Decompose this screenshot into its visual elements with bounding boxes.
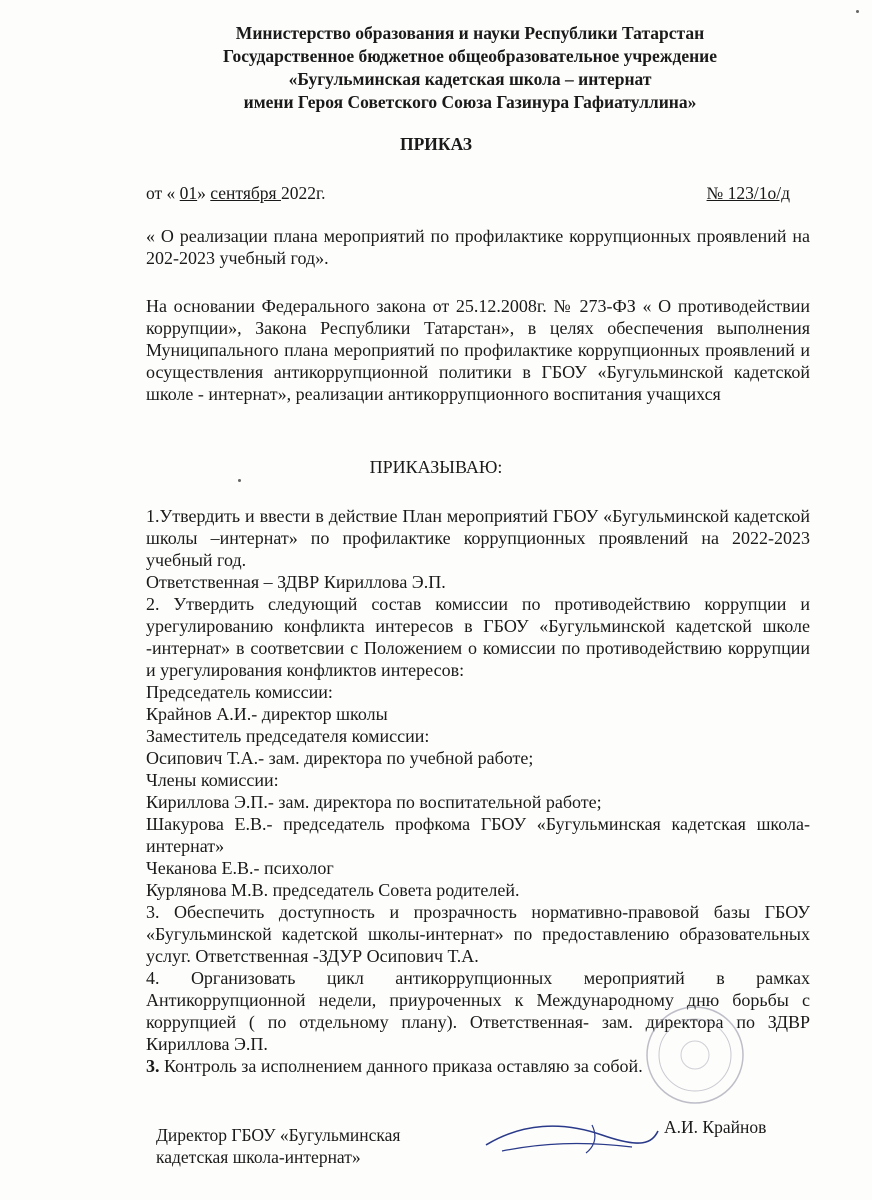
item-1-responsible: Ответственная – ЗДВР Кириллова Э.П. bbox=[146, 572, 446, 592]
preamble-text: На основании Федерального закона от 25.12.2008г. № 273-ФЗ « О противодействии коррупции», Закона Республики Татарстан», в целях обеспечения выполнения Муниципального плана мероприятий по профилактике коррупционных проявлений и осуществления антикоррупционной политики в ГБОУ «Бугульминской кадетской школе - интернат», реализации антикоррупционного воспитания учащихся bbox=[146, 296, 810, 404]
item-5-number: 3. bbox=[146, 1056, 160, 1076]
seal-stamp-icon bbox=[640, 1000, 750, 1110]
date-prefix: от « bbox=[146, 183, 180, 203]
members-label: Члены комиссии: bbox=[146, 770, 279, 790]
header-line-named-after: имени Героя Советского Союза Газинура Гафиатуллина» bbox=[243, 92, 697, 112]
order-date bbox=[146, 183, 326, 204]
order-items bbox=[146, 505, 810, 1077]
orders-heading: ПРИКАЗЫВАЮ: bbox=[369, 457, 503, 477]
header-line-school-name: «Бугульминская кадетская школа – интернат bbox=[288, 69, 652, 89]
signatory-position-line-2: кадетская школа-интернат» bbox=[156, 1147, 361, 1167]
date-year: 2022г. bbox=[280, 183, 326, 203]
dateline bbox=[146, 183, 790, 204]
scan-speck bbox=[856, 10, 859, 13]
handwritten-signature-icon bbox=[482, 1113, 662, 1163]
header-line-institution-type: Государственное бюджетное общеобразовательное учреждение bbox=[222, 46, 718, 66]
signatory-position bbox=[156, 1124, 400, 1168]
org-header bbox=[120, 22, 820, 114]
deputy: Осипович Т.А.- зам. директора по учебной работе; bbox=[146, 748, 534, 768]
item-1: 1.Утвердить и ввести в действие План мероприятий ГБОУ «Бугульминской кадетской школы –интернат» по профилактике коррупционных проявлений на 2022-2023 учебный год. bbox=[146, 506, 810, 570]
member-1: Кириллова Э.П.- зам. директора по воспитательной работе; bbox=[146, 792, 602, 812]
preamble bbox=[146, 295, 810, 405]
date-month: сентября bbox=[210, 183, 281, 203]
item-5-text: Контроль за исполнением данного приказа оставляю за собой. bbox=[159, 1056, 643, 1076]
signatory-name: А.И. Крайнов bbox=[664, 1117, 767, 1137]
item-3: 3. Обеспечить доступность и прозрачность нормативно-правовой базы ГБОУ «Бугульминской кадетской школы-интернат» по предоставлению образовательных услуг. Ответственная -ЗДУР Осипович Т.А. bbox=[146, 902, 810, 966]
order-number: № 123/1о/д bbox=[706, 183, 790, 203]
member-4: Курлянова М.В. председатель Совета родителей. bbox=[146, 880, 520, 900]
order-subject bbox=[146, 225, 810, 269]
scan-speck bbox=[238, 479, 241, 482]
deputy-label: Заместитель председателя комиссии: bbox=[146, 726, 430, 746]
subject-text: « О реализации плана мероприятий по профилактике коррупционных проявлений на 202-2023 учебный год». bbox=[146, 226, 810, 268]
header-line-ministry: Министерство образования и науки Республики Татарстан bbox=[235, 23, 705, 43]
chair-label: Председатель комиссии: bbox=[146, 682, 333, 702]
document-title: ПРИКАЗ bbox=[399, 134, 473, 154]
item-2: 2. Утвердить следующий состав комиссии по противодействию коррупции и урегулированию конфликта интересов в ГБОУ «Бугульминской кадетской школе -интернат» в соответсвии с Положением о комиссии по противодействию коррупции и урегулирования конфликтов интересов: bbox=[146, 594, 810, 680]
chair: Крайнов А.И.- директор школы bbox=[146, 704, 388, 724]
date-day: 01 bbox=[179, 183, 198, 203]
member-3: Чеканова Е.В.- психолог bbox=[146, 858, 334, 878]
item-4: 4. Организовать цикл антикоррупционных мероприятий в рамках Антикоррупционной недели, приуроченных к Международному дню борьбы с коррупцией ( по отдельному плану). Ответственная- зам. директора по ЗДВР Кириллова Э.П. bbox=[146, 968, 810, 1054]
date-mid: » bbox=[197, 183, 211, 203]
signatory-position-line-1: Директор ГБОУ «Бугульминская bbox=[156, 1125, 401, 1145]
member-2: Шакурова Е.В.- председатель профкома ГБОУ «Бугульминская кадетская школа-интернат» bbox=[146, 814, 810, 856]
